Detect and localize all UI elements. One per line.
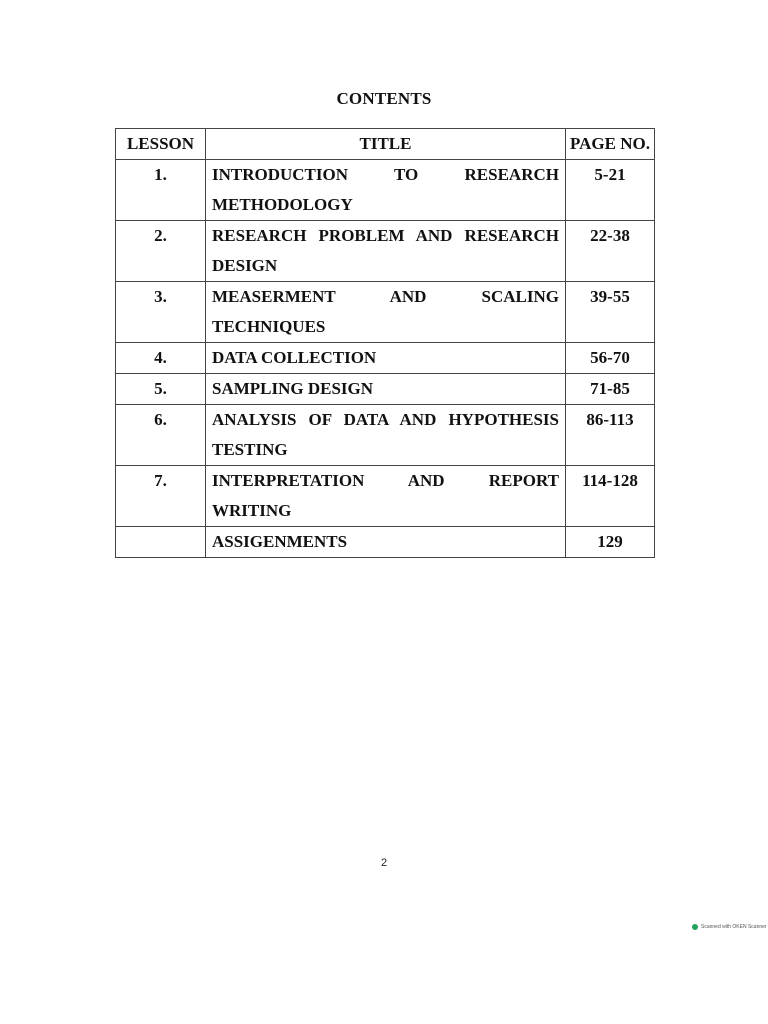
table-row [116, 466, 655, 527]
table-row [116, 221, 655, 282]
lesson-number: 4. [116, 343, 206, 374]
lesson-title: MEASERMENT AND SCALING TECHNIQUES [206, 282, 566, 343]
table-row [116, 282, 655, 343]
scanner-watermark-text: Scanned with OKEN Scanner [701, 924, 767, 930]
header-lesson: LESSON [116, 129, 206, 160]
page-range: 39-55 [566, 282, 655, 343]
scanner-logo-icon [692, 924, 698, 930]
page-title: CONTENTS [336, 89, 432, 108]
page-range: 5-21 [566, 160, 655, 221]
table-row [116, 343, 655, 374]
header-page-no: PAGE NO. [566, 129, 655, 160]
lesson-title: SAMPLING DESIGN [206, 374, 566, 405]
page-range: 86-113 [566, 405, 655, 466]
page-range: 114-128 [566, 466, 655, 527]
lesson-number: 7. [116, 466, 206, 527]
lesson-number: 6. [116, 405, 206, 466]
page-range: 71-85 [566, 374, 655, 405]
page-number: 2 [380, 857, 388, 869]
lesson-title: DATA COLLECTION [206, 343, 566, 374]
scanner-watermark [692, 924, 767, 930]
lesson-title: RESEARCH PROBLEM AND RESEARCH DESIGN [206, 221, 566, 282]
table-row [116, 527, 655, 558]
lesson-title: INTERPRETATION AND REPORT WRITING [206, 466, 566, 527]
page-range: 22-38 [566, 221, 655, 282]
table-row [116, 160, 655, 221]
contents-table [115, 128, 655, 558]
lesson-title: INTRODUCTION TO RESEARCH METHODOLOGY [206, 160, 566, 221]
header-title: TITLE [206, 129, 566, 160]
table-row [116, 405, 655, 466]
lesson-number: 1. [116, 160, 206, 221]
lesson-number: 3. [116, 282, 206, 343]
lesson-number [116, 527, 206, 558]
table-row [116, 374, 655, 405]
lesson-title: ANALYSIS OF DATA AND HYPOTHESIS TESTING [206, 405, 566, 466]
page-range: 129 [566, 527, 655, 558]
lesson-number: 2. [116, 221, 206, 282]
page-range: 56-70 [566, 343, 655, 374]
lesson-title: ASSIGENMENTS [206, 527, 566, 558]
lesson-number: 5. [116, 374, 206, 405]
table-header-row [116, 129, 655, 160]
